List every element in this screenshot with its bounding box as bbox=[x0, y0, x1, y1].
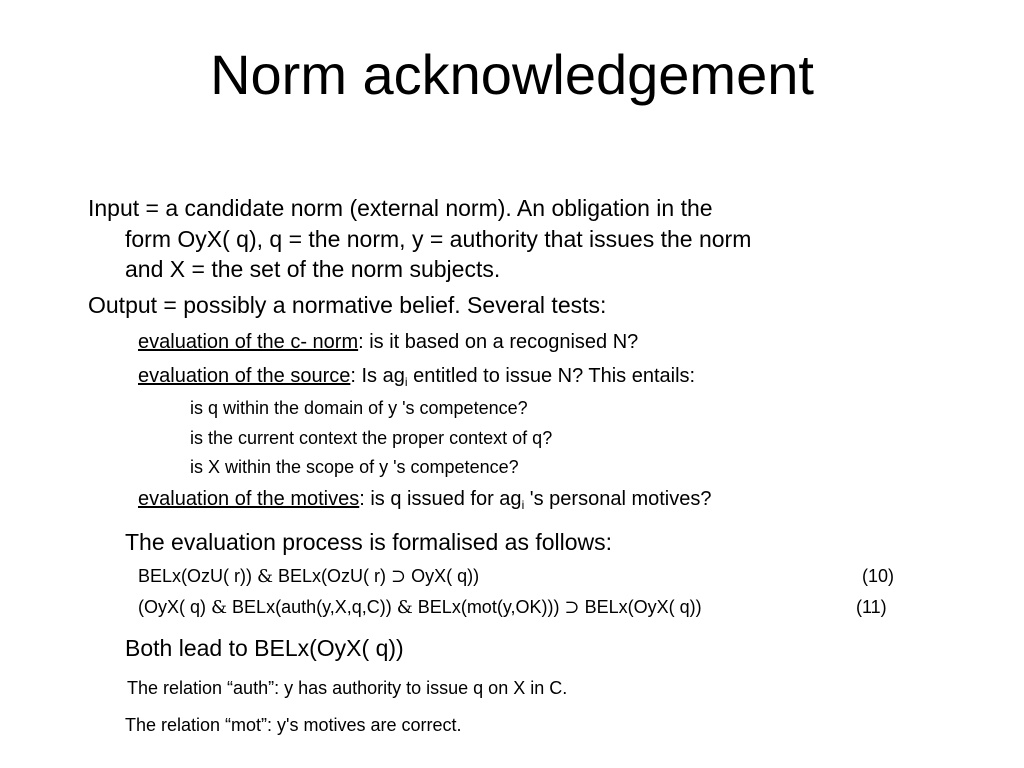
process-heading: The evaluation process is formalised as follows: bbox=[125, 529, 613, 555]
test-motives-label: evaluation of the motives bbox=[138, 488, 360, 510]
test-motives-text-a: : is q issued for ag bbox=[359, 488, 522, 510]
test-cnorm-text: : is it based on a recognised N? bbox=[358, 331, 639, 353]
formula-11-number: (11) bbox=[856, 597, 887, 617]
test-cnorm-label: evaluation of the c- norm bbox=[138, 331, 359, 353]
formula-10-part-c: OyX( q)) bbox=[406, 566, 480, 586]
test-source-label: evaluation of the source bbox=[138, 365, 351, 387]
formula-10 bbox=[138, 566, 479, 587]
test-source-text-b: entitled to issue N? This entails: bbox=[407, 365, 696, 387]
formula-10-number: (10) bbox=[862, 566, 895, 586]
input-line-1: Input = a candidate norm (external norm). An obligation in the bbox=[88, 195, 713, 221]
and-symbol: & bbox=[396, 597, 413, 618]
input-line-2: form OyX( q), q = the norm, y = authority that issues the norm bbox=[125, 226, 752, 252]
formula-11-part-d: BELx(OyX( q)) bbox=[579, 597, 702, 617]
test-motives-text-b: 's personal motives? bbox=[524, 488, 712, 510]
relation-mot: The relation “mot”: y's motives are correct. bbox=[125, 715, 462, 735]
formula-11-part-c: BELx(mot(y,OK))) bbox=[412, 597, 565, 617]
formula-11 bbox=[138, 597, 702, 618]
subtest-domain: is q within the domain of y 's competence? bbox=[190, 398, 528, 418]
test-source bbox=[138, 365, 695, 388]
test-motives bbox=[138, 488, 711, 511]
formula-10-part-a: BELx(OzU( r)) bbox=[138, 566, 257, 586]
subtest-context: is the current context the proper context of q? bbox=[190, 428, 553, 448]
slide-title: Norm acknowledgement bbox=[210, 43, 814, 106]
implies-symbol: ⊃ bbox=[391, 566, 407, 587]
input-line-3: and X = the set of the norm subjects. bbox=[125, 256, 501, 282]
formula-11-part-b: BELx(auth(y,X,q,C)) bbox=[227, 597, 397, 617]
output-line: Output = possibly a normative belief. Several tests: bbox=[88, 292, 607, 318]
test-motives-subscript: i bbox=[521, 498, 525, 512]
test-source-subscript: i bbox=[404, 375, 408, 389]
formula-11-part-a: (OyX( q) bbox=[138, 597, 212, 617]
test-source-text-a: : Is ag bbox=[350, 365, 405, 387]
and-symbol: & bbox=[257, 566, 274, 587]
formula-10-part-b: BELx(OzU( r) bbox=[273, 566, 392, 586]
relation-auth: The relation “auth”: y has authority to issue q on X in C. bbox=[127, 678, 568, 698]
conclusion-lead: Both lead to BELx(OyX( q)) bbox=[125, 635, 404, 661]
implies-symbol: ⊃ bbox=[564, 597, 580, 618]
test-cnorm bbox=[138, 331, 638, 354]
and-symbol: & bbox=[211, 597, 228, 618]
subtest-scope: is X within the scope of y 's competence? bbox=[190, 457, 519, 477]
